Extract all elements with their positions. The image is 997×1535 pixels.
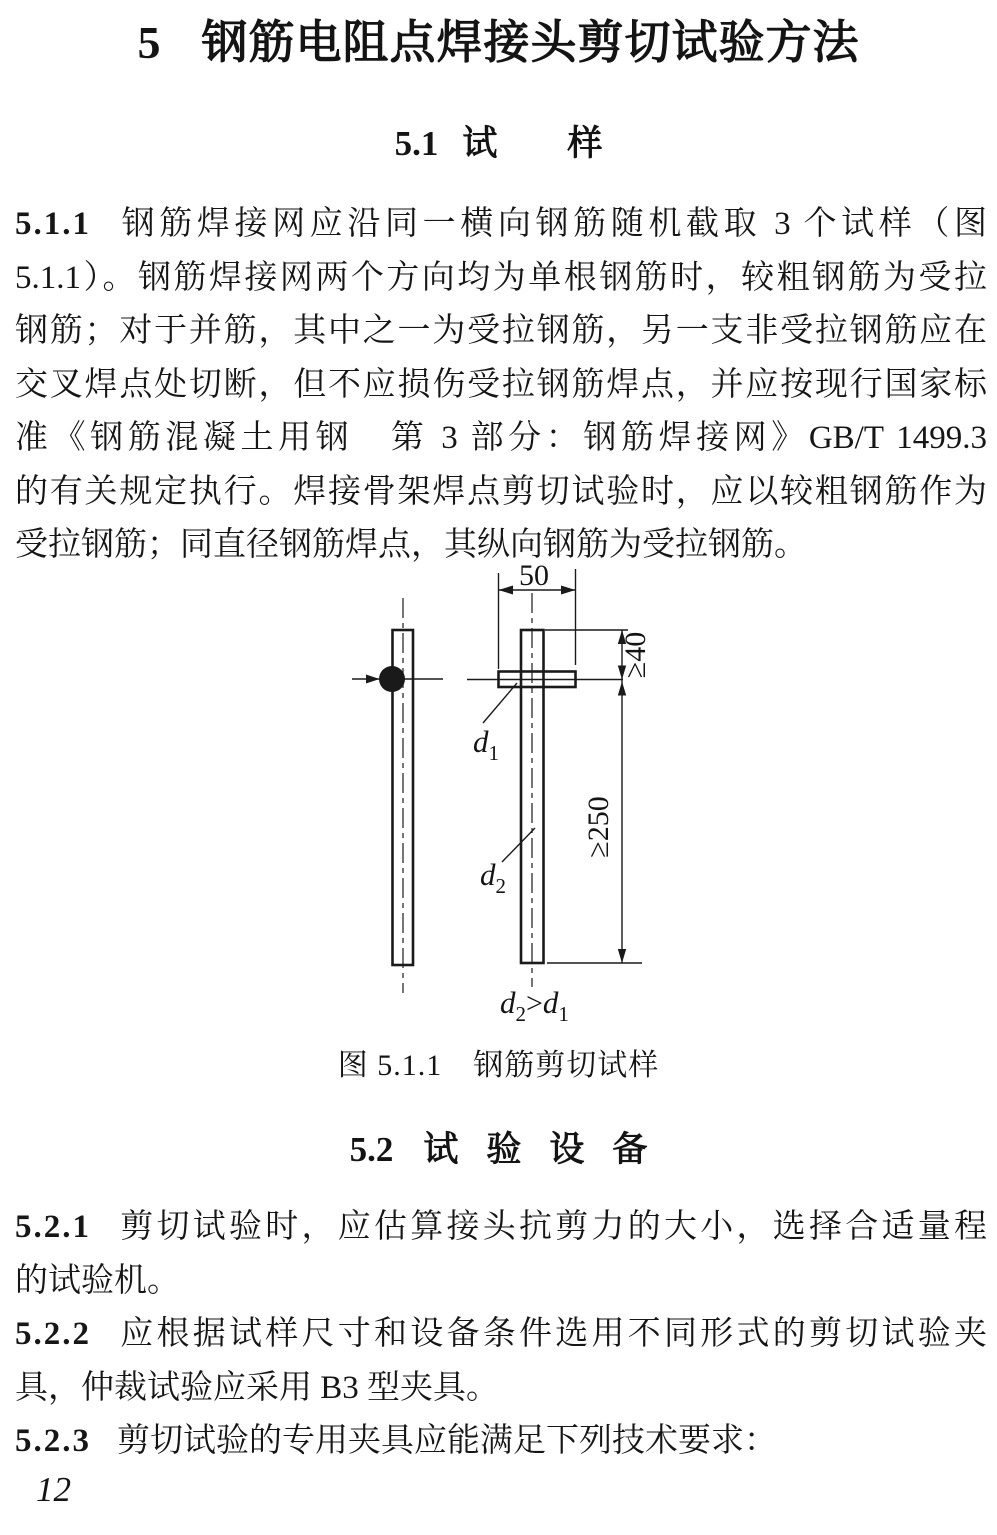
paragraph-line: 的有关规定执行。焊接骨架焊点剪切试验时，应以较粗钢筋作为 bbox=[15, 473, 987, 510]
d2-leader-line bbox=[502, 828, 535, 862]
clause-label: 5.2.2 bbox=[15, 1316, 91, 1352]
paragraph-5-2-3 bbox=[15, 1415, 987, 1469]
paragraph-5-1-1 bbox=[15, 198, 987, 573]
section-5-1-title: 试 样 bbox=[462, 124, 603, 163]
clause-label: 5.2.1 bbox=[15, 1209, 91, 1245]
chapter-title: 钢筋电阻点焊接头剪切试验方法 bbox=[201, 17, 860, 68]
paragraph-line: 受拉钢筋；同直径钢筋焊点，其纵向钢筋为受拉钢筋。 bbox=[15, 527, 807, 563]
dim-50-arrow-left bbox=[499, 586, 514, 595]
load-direction-arrow bbox=[366, 675, 380, 684]
paragraph-line bbox=[15, 1201, 987, 1255]
paragraph-5-2-2 bbox=[15, 1308, 987, 1415]
section-heading-5-2 bbox=[0, 1122, 997, 1172]
paragraph-line: 准《钢筋混凝土用钢 第 3 部分：钢筋焊接网》GB/T 1499.3 bbox=[15, 420, 987, 456]
paragraph-line: 具，仲裁试验应采用 B3 型夹具。 bbox=[15, 1369, 500, 1406]
d1-leader-line bbox=[483, 683, 517, 723]
dim-250-arrow-down bbox=[618, 949, 626, 963]
weld-nugget-dot bbox=[379, 666, 405, 692]
section-heading-5-1 bbox=[0, 116, 997, 166]
figure-caption: 图 5.1.1 钢筋剪切试样 bbox=[337, 1049, 660, 1082]
dim-250-arrow-up bbox=[618, 682, 626, 696]
paragraph-text: 应根据试样尺寸和设备条件选用不同形式的剪切试验夹 bbox=[117, 1316, 987, 1352]
dim-40-label: ≥40 bbox=[619, 631, 652, 679]
paragraph-line bbox=[15, 1415, 987, 1469]
paragraph-line: 交叉焊点处切断，但不应损伤受拉钢筋焊点，并应按现行国家标 bbox=[15, 366, 987, 403]
section-5-2-number: 5.2 bbox=[349, 1130, 394, 1169]
paragraph-line: 的试验机。 bbox=[15, 1262, 180, 1299]
d1-label: d1 bbox=[473, 724, 499, 765]
paragraph-5-2-1 bbox=[15, 1201, 987, 1308]
page-number: 12 bbox=[36, 1470, 71, 1509]
clause-label: 5.2.3 bbox=[15, 1423, 91, 1459]
dim-250-label: ≥250 bbox=[582, 796, 615, 858]
section-5-2-title: 试验设备 bbox=[423, 1130, 676, 1169]
paragraph-line bbox=[15, 1308, 987, 1362]
diameter-relation-label: d2>d1 bbox=[500, 985, 569, 1026]
paragraph-text: 剪切试验的专用夹具应能满足下列技术要求： bbox=[117, 1423, 777, 1459]
paragraph-text: 钢筋焊接网应沿同一横向钢筋随机截取 3 个试样（图 bbox=[117, 206, 987, 242]
section-5-1-number: 5.1 bbox=[394, 124, 439, 163]
clause-label: 5.1.1 bbox=[15, 206, 91, 242]
paragraph-line: 5.1.1）。钢筋焊接网两个方向均为单根钢筋时，较粗钢筋为受拉 bbox=[15, 259, 987, 296]
dim-50-label: 50 bbox=[519, 559, 549, 592]
specimen-figure bbox=[330, 555, 700, 1035]
paragraph-line: 钢筋；对于并筋，其中之一为受拉钢筋，另一支非受拉钢筋应在 bbox=[15, 313, 987, 349]
paragraph-text: 剪切试验时，应估算接头抗剪力的大小，选择合适量程 bbox=[117, 1209, 987, 1245]
chapter-number: 5 bbox=[137, 17, 162, 68]
d2-label: d2 bbox=[480, 857, 506, 898]
paragraph-line bbox=[15, 198, 987, 252]
chapter-heading bbox=[0, 6, 997, 72]
dim-50-arrow-right bbox=[561, 586, 576, 595]
